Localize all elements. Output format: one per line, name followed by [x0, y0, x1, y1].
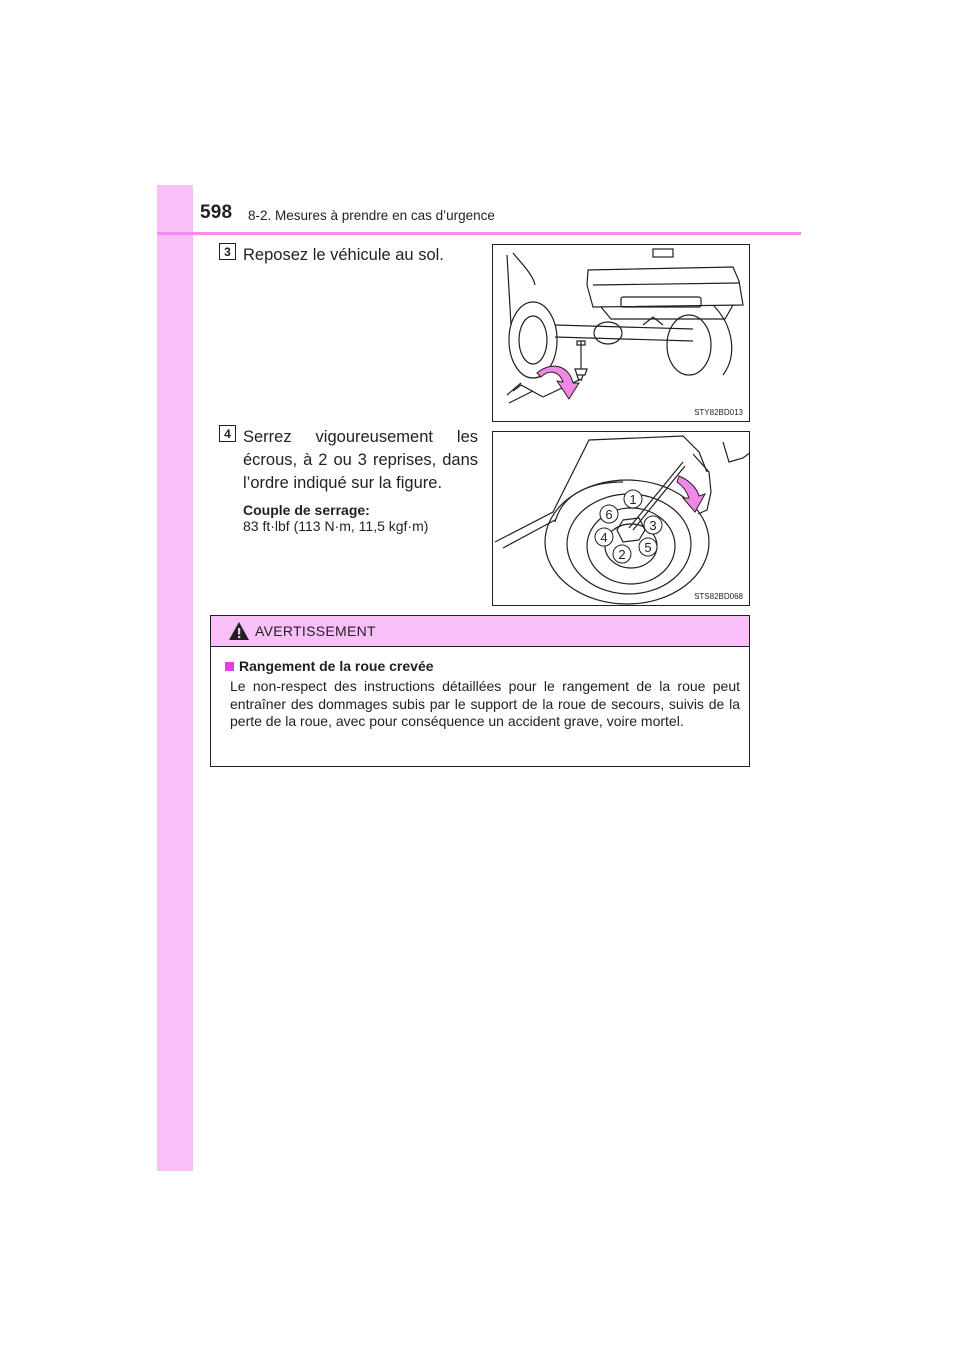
figure-code: STY82BD013 [694, 408, 743, 417]
side-tab-band [157, 185, 193, 1171]
nut-number-1 [624, 490, 642, 508]
warning-title: AVERTISSEMENT [255, 623, 376, 639]
nut-label-3: 3 [649, 518, 657, 533]
nut-label-4: 4 [600, 530, 608, 545]
warning-heading [225, 658, 434, 674]
warning-body: Le non-respect des instructions détaillées pour le rangement de la roue peut entraîner des dommages subis par le support de la roue de secours, suivis de la perte de la roue, avec pour conséquence un accident grave, voire mortel. [230, 678, 740, 729]
figure-code: STS82BD068 [694, 592, 743, 601]
step-3-text: Reposez le véhicule au sol. [243, 246, 444, 264]
torque-value: 83 ft·lbf (113 N·m, 11,5 kgf·m) [243, 518, 429, 534]
figure-tighten-nuts [492, 431, 750, 606]
nut-number-6 [600, 505, 618, 523]
nut-number-5 [639, 538, 657, 556]
warning-header [211, 616, 749, 647]
warning-box [210, 615, 750, 767]
wheel-nut-illustration [493, 432, 750, 606]
warning-triangle-icon [228, 621, 250, 641]
step-number-3: 3 [219, 243, 236, 260]
step-4-text: Serrez vigoureusement les écrous, à 2 ou 3 reprises, dans l’ordre indiqué sur la figure. [243, 428, 478, 492]
warning-heading-text: Rangement de la roue crevée [239, 658, 434, 674]
nut-label-5: 5 [644, 540, 652, 555]
nut-label-1: 1 [629, 492, 637, 507]
nut-label-6: 6 [605, 507, 613, 522]
lower-vehicle-illustration [493, 245, 750, 422]
section-title: 8-2. Mesures à prendre en cas d’urgence [248, 208, 495, 223]
figure-lower-vehicle [492, 244, 750, 422]
nut-number-3 [644, 516, 662, 534]
page-number: 598 [200, 202, 233, 223]
square-bullet-icon [225, 662, 234, 671]
step-number-4: 4 [219, 425, 236, 442]
nut-label-2: 2 [618, 547, 626, 562]
torque-label: Couple de serrage: [243, 502, 370, 518]
nut-number-2 [613, 545, 631, 563]
nut-number-4 [595, 528, 613, 546]
header-rule [157, 232, 801, 235]
